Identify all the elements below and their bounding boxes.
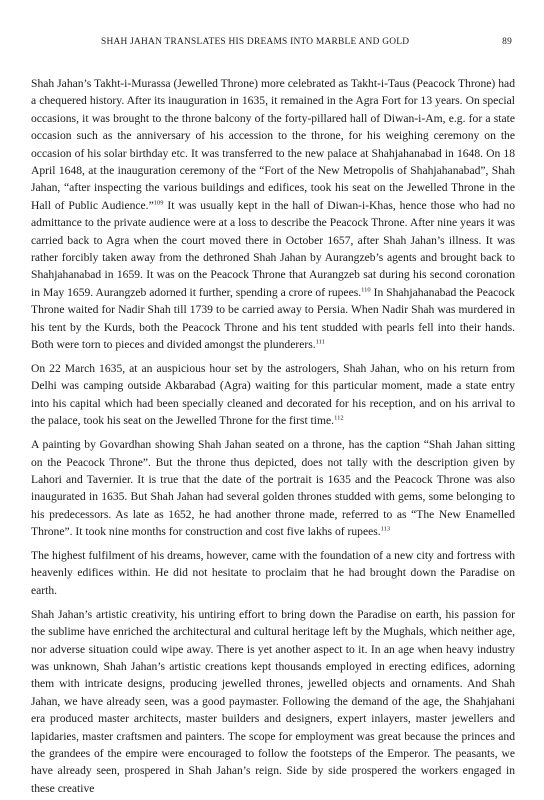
page-header [31, 37, 515, 53]
footnote-ref-112: 112 [334, 414, 344, 422]
page-body [31, 75, 515, 797]
footnote-ref-113: 113 [380, 525, 391, 533]
paragraph-text: Shah Jahan’s Takht-i-Murassa (Jewelled Throne) more celebrated as Takht-i-Taus (Peacock Throne) had a chequered history. After its inauguration in 1635, it remained in the Agra Fort for 13 years. On special occasions, it was brought to the throne balcony of the forty-pillared hall of Diwan-i-Am, e.g. for a state occasion such as the anniversary of his accession to the throne, for his weighing ceremony on the occasion of his solar birthday etc. It was transferred to the new palace at Shahjahanabad in 1648. On 18 April 1648, at the inauguration ceremony of the “Fort of the New Metropolis of Shahjahanabad”, Shah Jahan, “after inspecting the various buildings and edifices, took his seat on the Jewelled Throne in the Hall of Public Audience.” [31, 77, 515, 212]
page-number: 89 [502, 37, 512, 47]
paragraph-govardhan-painting [31, 436, 515, 540]
paragraph-state-entry [31, 360, 515, 430]
paragraph-text: A painting by Govardhan showing Shah Jahan seated on a throne, has the caption “Shah Jahan sitting on the Peacock Throne”. But the throne thus depicted, does not tally with the description given by Lahori and Tavernier. It is true that the date of the portrait is 1635 and the Peacock Throne was also inaugurated in 1635. But Shah Jahan had several golden thrones studded with gems, some belonging to his predecessors. As late as 1652, he had another throne made, referred to as “The New Enamelled Throne”. It took nine months for construction and cost five lakhs of rupees. [31, 438, 515, 539]
paragraph-text: In Shahjahanabad the Peacock Throne waited for Nadir Shah till 1739 to be carried away to Persia. When Nadir Shah was murdered in his tent by the Kurds, both the Peacock Throne and his tent studded with pearls fell into their hands. Both were torn to pieces and divided amongst the plunderers. [31, 285, 515, 352]
running-title: SHAH JAHAN TRANSLATES HIS DREAMS INTO MARBLE AND GOLD [101, 37, 410, 47]
paragraph-text: The highest fulfilment of his dreams, however, came with the foundation of a new city and fortress with heavenly edifices within. He did not hesitate to proclaim that he had brought down the Paradise on earth. [31, 549, 515, 597]
paragraph-text: Shah Jahan’s artistic creativity, his untiring effort to bring down the Paradise on earth, his passion for the sublime have enriched the architectural and cultural heritage left by the Mughals, which neither age, nor adverse situation could wipe away. There is yet another aspect to it. In an age when heavy industry was unknown, Shah Jahan’s artistic creations kept thousands employed in erecting edifices, adorning them with intricate designs, producing jewelled thrones, jewelled objects and ornaments. And Shah Jahan, we have already seen, was a good paymaster. Following the demand of the age, the Shahjahani era produced master architects, master builders and designers, expert inlayers, master jewellers and lapidaries, master craftsmen and painters. The scope for employment was great because the princes and the grandees of the empire were encouraged to follow the footsteps of the Emperor. The peasants, we have already seen, prospered in Shah Jahan’s reign. Side by side prospered the workers engaged in these creative [31, 607, 515, 795]
paragraph-artistic-creativity [31, 606, 515, 797]
footnote-ref-111: 111 [315, 338, 325, 346]
paragraph-peacock-throne-history [31, 75, 515, 354]
paragraph-new-city [31, 547, 515, 599]
paragraph-text: On 22 March 1635, at an auspicious hour set by the astrologers, Shah Jahan, who on his return from Delhi was camping outside Akbarabad (Agra) waiting for this particular moment, made a state entry into his capital which had been specially cleaned and decorated for his reception, and on his arrival to the palace, took his seat on the Jewelled Throne for the first time. [31, 362, 515, 428]
footnote-ref-109: 109 [153, 199, 164, 207]
paragraph-text: It was usually kept in the hall of Diwan-i-Khas, hence those who had no admittance to the private audience were at a loss to describe the Peacock Throne. After nine years it was carried back to Agra when the court moved there in October 1657, after Shah Jahan’s illness. It was rather forcibly taken away from the dethroned Shah Jahan by Aurangzeb’s agents and brought back to Shahjahanabad in 1659. It was on the Peacock Throne that Aurangzeb sat during his second coronation in May 1659. Aurangzeb adorned it further, spending a crore of rupees. [31, 198, 515, 299]
footnote-ref-110: 110 [361, 286, 371, 294]
